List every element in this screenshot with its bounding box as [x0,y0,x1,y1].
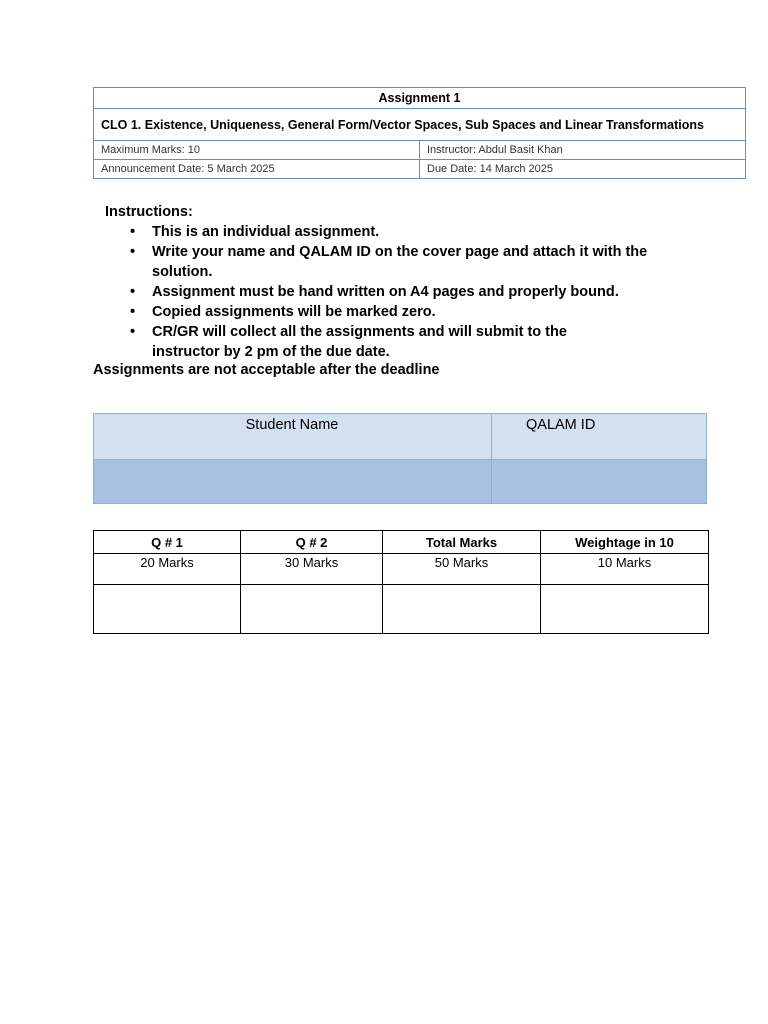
instruction-text: Assignment must be hand written on A4 pages and properly bound. [152,284,619,300]
student-name-header: Student Name [94,414,492,460]
instruction-item [130,222,690,242]
q2-score-cell [241,585,383,634]
qalam-id-cell [492,460,707,504]
weightage-score-cell [541,585,709,634]
bullet-icon: • [130,244,136,260]
total-marks: 50 Marks [383,554,541,585]
bullet-icon: • [130,324,136,340]
q1-score-cell [94,585,241,634]
student-name-cell [94,460,492,504]
instruction-item [130,302,690,322]
bullet-icon: • [130,224,136,240]
total-marks-header: Total Marks [383,531,541,554]
assignment-header-table [93,87,746,179]
announcement-date: Announcement Date: 5 March 2025 [94,160,420,179]
bullet-icon: • [130,304,136,320]
qalam-id-header: QALAM ID [492,414,707,460]
student-info-table [93,413,707,504]
instructor-name: Instructor: Abdul Basit Khan [420,141,746,160]
deadline-note: Assignments are not acceptable after the deadline [93,362,440,378]
weightage-marks: 10 Marks [541,554,709,585]
weightage-header: Weightage in 10 [541,531,709,554]
q1-header: Q # 1 [94,531,241,554]
marks-table [93,530,709,634]
instruction-text: CR/GR will collect all the assignments and will submit to the instructor by 2 pm of the due date. [152,324,567,360]
bullet-icon: • [130,284,136,300]
q2-marks: 30 Marks [241,554,383,585]
clo-description: CLO 1. Existence, Uniqueness, General Form/Vector Spaces, Sub Spaces and Linear Transformations [94,109,746,141]
instruction-text: Copied assignments will be marked zero. [152,304,436,320]
instructions-list [130,222,690,362]
instruction-text: Write your name and QALAM ID on the cover page and attach it with the solution. [152,244,648,280]
assignment-title: Assignment 1 [94,88,746,109]
q2-header: Q # 2 [241,531,383,554]
instruction-item [130,282,690,302]
instruction-text: This is an individual assignment. [152,224,380,240]
q1-marks: 20 Marks [94,554,241,585]
instructions-heading: Instructions: [105,204,193,220]
total-score-cell [383,585,541,634]
instruction-item [130,322,577,362]
due-date: Due Date: 14 March 2025 [420,160,746,179]
instruction-item [130,242,690,282]
maximum-marks: Maximum Marks: 10 [94,141,420,160]
